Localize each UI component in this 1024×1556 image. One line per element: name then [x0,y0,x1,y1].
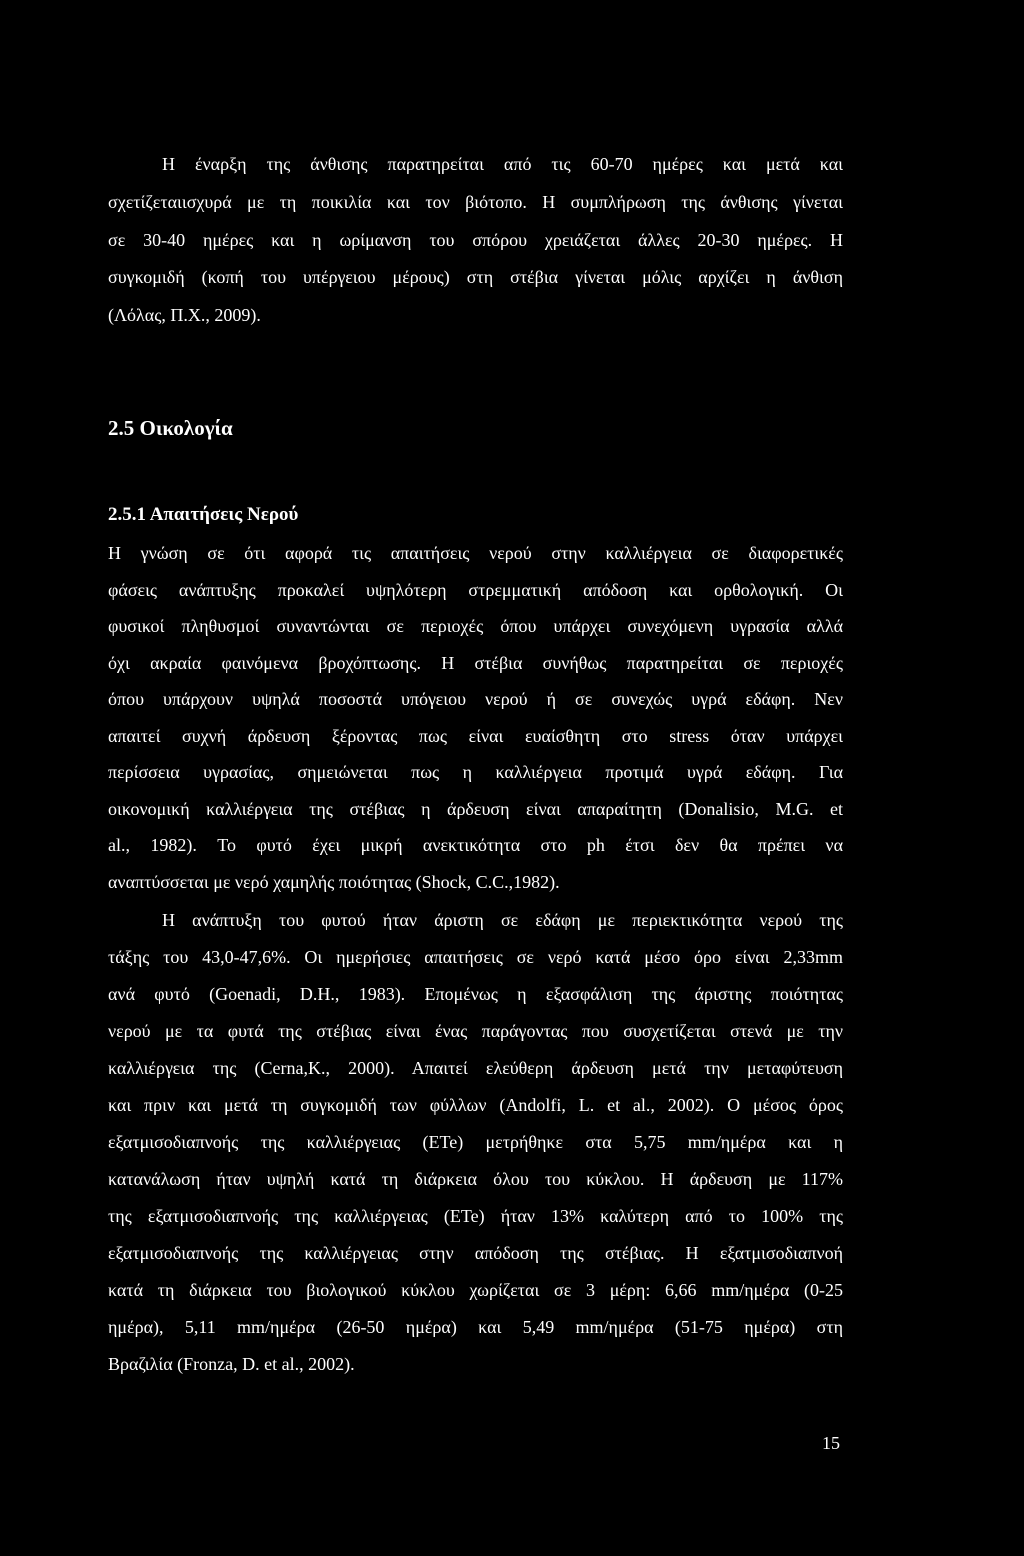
text-line: ανά φυτό (Goenadi, D.H., 1983). Επομένως η εξασφάλιση της άριστης ποιότητας [108,983,843,1004]
text-line: τάξης του 43,0-47,6%. Οι ημερήσιες απαιτήσεις σε νερό κατά μέσο όρο είναι 2,33mm [108,946,843,967]
text-line: και πριν και μετά τη συγκομιδή των φύλλων (Andolfi, L. et al., 2002). Ο μέσος όρος [108,1094,843,1115]
text-line: εξατμισοδιαπνοής της καλλιέργειας (ETe) μετρήθηκε στα 5,75 mm/ημέρα και η [108,1131,843,1152]
text-line: όχι ακραία φαινόμενα βροχόπτωσης. Η στέβια συνήθως παρατηρείται σε περιοχές [108,652,843,673]
text-line: φάσεις ανάπτυξης προκαλεί υψηλότερη στρεμματική απόδοση και ορθολογική. Οι [108,579,843,600]
text-line: όπου υπάρχουν υψηλά ποσοστά υπόγειου νερού ή σε συνεχώς υγρά εδάφη. Νεν [108,689,843,710]
section-heading: 2.5 Οικολογία [108,416,233,440]
text-line: Βραζιλία (Fronza, D. et al., 2002). [108,1353,355,1374]
text-line: εξατμισοδιαπνοής της καλλιέργειας στην απόδοση της στέβιας. Η εξατμισοδιαπνοή [108,1242,843,1263]
text-line: Η γνώση σε ότι αφορά τις απαιτήσεις νερού στην καλλιέργεια σε διαφορετικές [108,543,843,563]
text-line: (Λόλας, Π.Χ., 2009). [108,305,261,325]
text-line: ημέρα), 5,11 mm/ημέρα (26-50 ημέρα) και 5,49 mm/ημέρα (51-75 ημέρα) στη [108,1316,843,1337]
text-line: al., 1982). Το φυτό έχει μικρή ανεκτικότητα στο ph έτσι δεν θα πρέπει να [108,835,843,856]
text-line: αναπτύσσεται με νερό χαμηλής ποιότητας (Shock, C.C.,1982). [108,871,560,892]
paragraph-water-requirements [108,535,843,900]
text-line: οικονομική καλλιέργεια της στέβιας η άρδευση είναι απαραίτητη (Donalisio, M.G. et [108,798,843,819]
text-line: Η ανάπτυξη του φυτού ήταν άριστη σε εδάφη με περιεκτικότητα νερού της [162,909,843,930]
text-line: συγκομιδή (κοπή του υπέργειου μέρους) στη στέβια γίνεται μόλις αρχίζει η άνθιση [108,267,843,288]
text-line: σε 30-40 ημέρες και η ωρίμανση του σπόρου χρειάζεται άλλες 20-30 ημέρες. Η [108,229,843,250]
text-line: κατά τη διάρκεια του βιολογικού κύκλου χωρίζεται σε 3 μέρη: 6,66 mm/ημέρα (0-25 [108,1279,843,1300]
text-line: της εξατμισοδιαπνοής της καλλιέργειας (ETe) ήταν 13% καλύτερη από το 100% της [108,1205,843,1226]
text-line: φυσικοί πληθυσμοί συναντώνται σε περιοχές όπου υπάρχει συνεχόμενη υγρασία αλλά [108,616,843,637]
paragraph-flowering [108,146,843,335]
page-number: 15 [822,1433,840,1453]
text-line: περίσσεια υγρασίας, σημειώνεται πως η καλλιέργεια προτιμά υγρά εδάφη. Για [108,762,843,783]
text-line: κατανάλωση ήταν υψηλή κατά τη διάρκεια όλου του κύκλου. Η άρδευση με 117% [108,1168,843,1189]
text-line: σχετίζεταιισχυρά με τη ποικιλία και τον βιότοπο. Η συμπλήρωση της άνθισης γίνεται [108,191,843,212]
text-line: Η έναρξη της άνθισης παρατηρείται από τις 60-70 ημέρες και μετά και [162,154,843,174]
subsection-heading: 2.5.1 Απαιτήσεις Νερού [108,504,299,525]
text-line: καλλιέργεια της (Cerna,K., 2000). Απαιτεί ελεύθερη άρδευση μετά την μεταφύτευση [108,1057,843,1078]
text-line: νερού με τα φυτά της στέβιας είναι ένας παράγοντας που συσχετίζεται στενά με την [108,1020,843,1041]
paragraph-evapotranspiration [108,902,843,1383]
text-line: απαιτεί συχνή άρδευση ξέροντας πως είναι ευαίσθητη στο stress όταν υπάρχει [108,725,843,746]
